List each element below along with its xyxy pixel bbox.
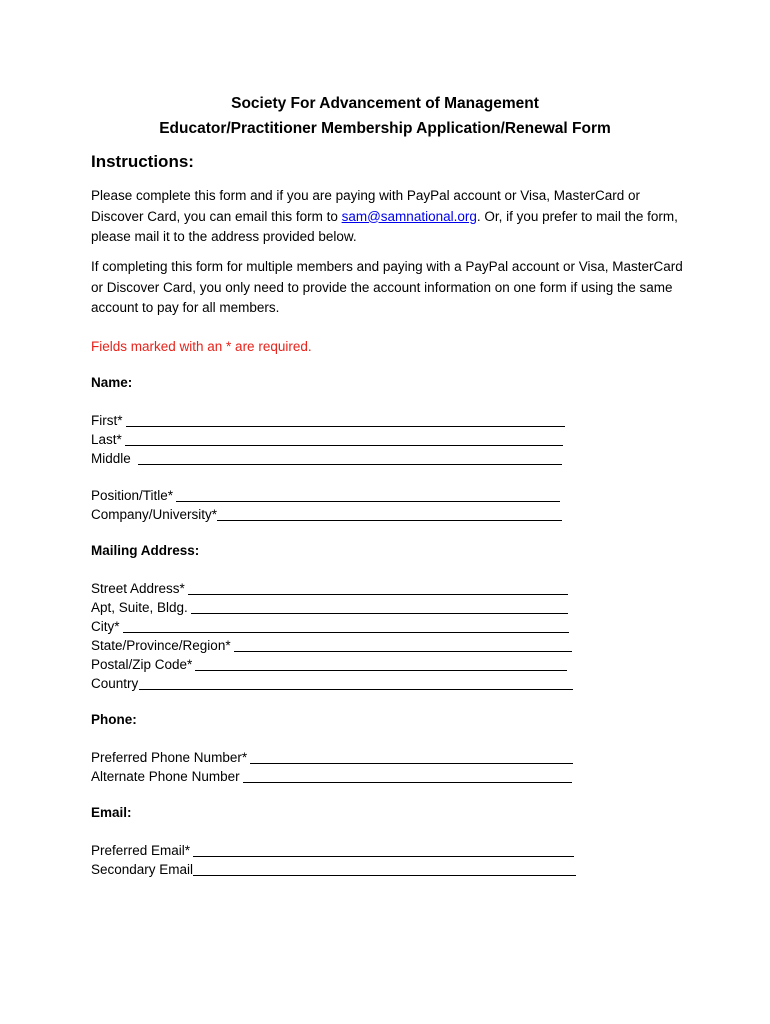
first-name-line[interactable] (126, 411, 566, 427)
postal-code-field[interactable] (91, 655, 567, 674)
form-title-line2: Educator/Practitioner Membership Application/Renewal Form (159, 120, 611, 137)
instructions-paragraph-1 (91, 186, 691, 248)
position-title-label: Position/Title* (91, 488, 174, 503)
secondary-email-field[interactable] (91, 860, 576, 879)
state-province-label: State/Province/Region* (91, 638, 231, 653)
email-link[interactable]: sam@samnational.org (341, 208, 477, 224)
name-section-label: Name: (91, 375, 133, 390)
postal-code-label: Postal/Zip Code* (91, 657, 193, 672)
alternate-phone-line[interactable] (243, 767, 572, 783)
company-university-label: Company/University* (91, 507, 218, 522)
state-province-line[interactable] (234, 636, 572, 652)
preferred-email-field[interactable] (91, 841, 574, 860)
email-section-label: Email: (91, 805, 132, 820)
street-address-label: Street Address* (91, 581, 185, 596)
required-fields-note: Fields marked with an * are required. (91, 339, 312, 354)
preferred-phone-line[interactable] (250, 748, 573, 764)
position-title-line[interactable] (176, 486, 560, 502)
middle-name-label: Middle (91, 451, 131, 466)
preferred-email-line[interactable] (193, 841, 574, 857)
para1-text-end: . Or, if you prefer to mail the form, please mail it to the address provided below. (91, 208, 678, 244)
middle-name-field[interactable] (91, 449, 562, 468)
postal-code-line[interactable] (195, 655, 567, 671)
country-field[interactable] (91, 674, 573, 693)
apt-suite-field[interactable] (91, 598, 568, 617)
instructions-heading: Instructions: (91, 152, 194, 171)
preferred-phone-label: Preferred Phone Number* (91, 750, 248, 765)
form-title-line1: Society For Advancement of Management (231, 95, 539, 112)
company-university-line[interactable] (217, 505, 562, 521)
country-label: Country (91, 676, 139, 691)
apt-suite-label: Apt, Suite, Bldg. (91, 600, 188, 615)
company-university-field[interactable] (91, 505, 562, 524)
street-address-line[interactable] (188, 579, 568, 595)
preferred-email-label: Preferred Email* (91, 843, 191, 858)
apt-suite-line[interactable] (191, 598, 568, 614)
secondary-email-line[interactable] (193, 860, 576, 876)
country-line[interactable] (139, 674, 573, 690)
last-name-line[interactable] (125, 430, 563, 446)
city-line[interactable] (123, 617, 569, 633)
last-name-label: Last* (91, 432, 122, 447)
city-label: City* (91, 619, 120, 634)
state-province-field[interactable] (91, 636, 572, 655)
last-name-field[interactable] (91, 430, 563, 449)
alternate-phone-label: Alternate Phone Number (91, 769, 240, 784)
street-address-field[interactable] (91, 579, 568, 598)
phone-section-label: Phone: (91, 712, 137, 727)
city-field[interactable] (91, 617, 569, 636)
alternate-phone-field[interactable] (91, 767, 572, 786)
secondary-email-label: Secondary Email (91, 862, 194, 877)
mailing-address-section-label: Mailing Address: (91, 543, 200, 558)
para1-text-start: Please complete this form and if you are paying with PayPal account or Visa, MasterCard or Discover Card, you can email this form to (91, 188, 641, 224)
first-name-label: First* (91, 413, 123, 428)
instructions-paragraph-2: If completing this form for multiple members and paying with a PayPal account or Visa, MasterCard or Discover Card, you only need to provide the account information on one form if using the same account to pay for all members. (91, 259, 683, 315)
first-name-field[interactable] (91, 411, 565, 430)
middle-name-line[interactable] (138, 449, 562, 465)
preferred-phone-field[interactable] (91, 748, 573, 767)
position-title-field[interactable] (91, 486, 560, 505)
